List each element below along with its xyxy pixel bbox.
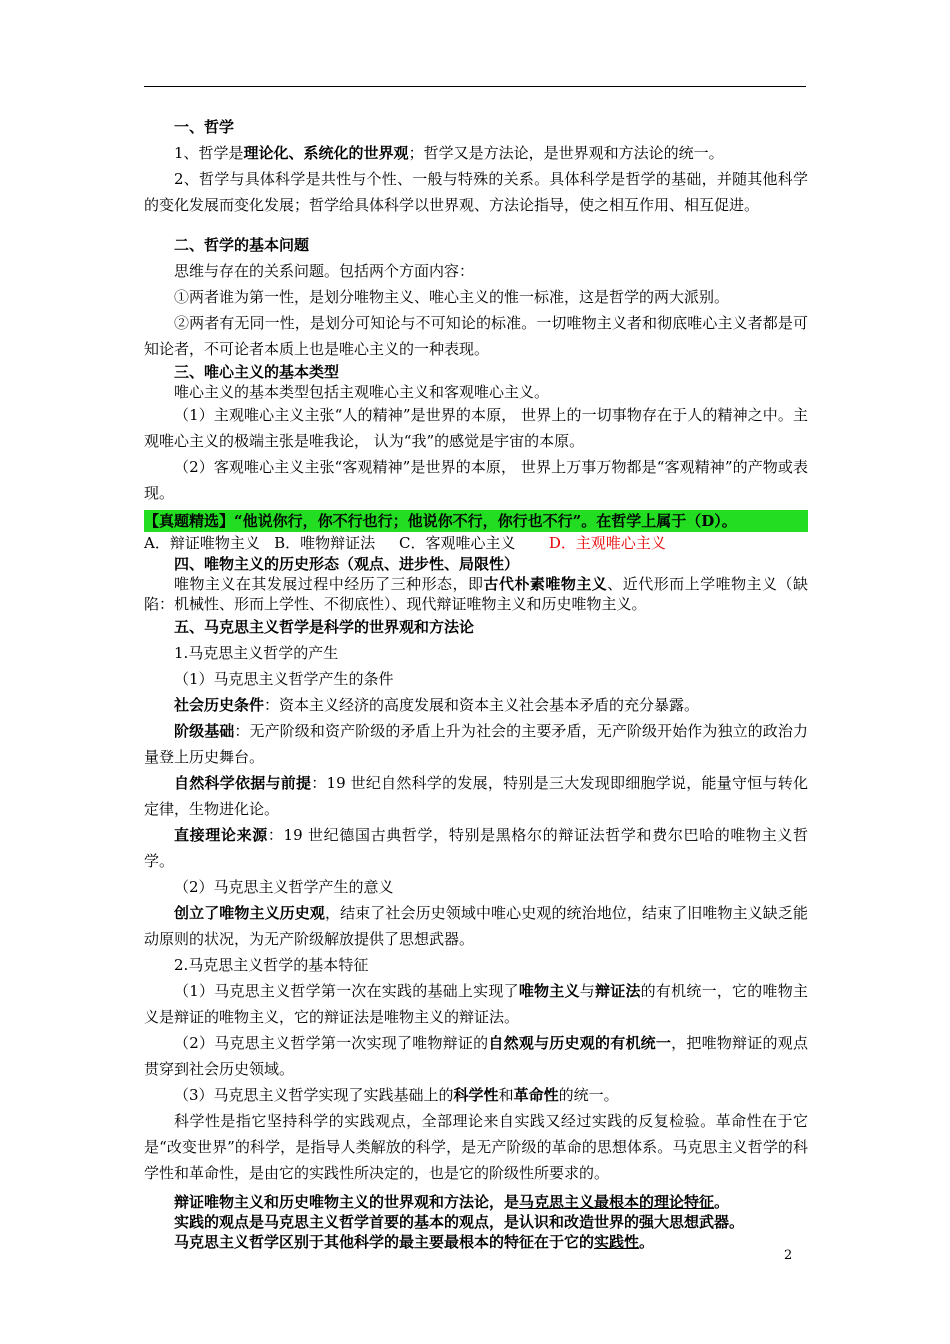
s4-paragraph-1: 唯物主义在其发展过程中经历了三种形态，即古代朴素唯物主义、近代形而上学唯物主义（缺陷：机械性、形而上学性、不彻底性）、现代辩证唯物主义和历史唯物主义。 xyxy=(144,575,808,613)
exam-question: 【真题精选】“他说你行，你不行也行；他说你不行，你行也不行”。在哲学上属于（D）。 xyxy=(144,510,808,532)
key-point-2: 实践的观点是马克思主义哲学首要的基本的观点，是认识和改造世界的强大思想武器。 xyxy=(174,1213,745,1231)
feature-4: 科学性是指它坚持科学的实践观点，全部理论来自实践又经过实践的反复检验。革命性在于它是“改变世界”的科学，是指导人类解放的科学，是无产阶级的革命的思想体系。马克思主义哲学的科学性和革命性，是由它的实践性所决定的，也是它的阶级性所要求的。 xyxy=(144,1112,808,1182)
s3-paragraph-1: 唯心主义的基本类型包括主观唯心主义和客观唯心主义。 xyxy=(174,383,550,401)
s1-paragraph-1: 1、哲学是理论化、系统化的世界观；哲学又是方法论，是世界观和方法论的统一。 xyxy=(174,144,724,162)
s1-paragraph-2: 2、哲学与具体科学是共性与个性、一般与特殊的关系。具体科学是哲学的基础，并随其他科学的变化发展而变化发展；哲学给具体科学以世界观、方法论指导，使之相互作用、相互促进。 xyxy=(144,170,808,214)
significance: 创立了唯物主义历史观，结束了社会历史领域中唯心史观的统治地位，结束了旧唯物主义缺乏能动原则的状况，为无产阶级解放提供了思想武器。 xyxy=(144,904,808,948)
s2-paragraph-3: ②两者有无同一性，是划分可知论与不可知论的标准。一切唯物主义者和彻底唯心主义者都是可知论者，不可论者本质上也是唯心主义的一种表现。 xyxy=(144,314,808,358)
document-body xyxy=(144,114,808,1252)
key-point-3: 马克思主义哲学区别于其他科学的最主要最根本的特征在于它的实践性。 xyxy=(174,1233,655,1251)
s5-sub-2: 2.马克思主义哲学的基本特征 xyxy=(174,956,369,974)
feature-2: （2）马克思主义哲学第一次实现了唯物辩证的自然观与历史观的有机统一，把唯物辩证的观点贯穿到社会历史领域。 xyxy=(144,1034,808,1078)
condition-class: 阶级基础：无产阶级和资产阶级的矛盾上升为社会的主要矛盾，无产阶级开始作为独立的政治力量登上历史舞台。 xyxy=(144,722,808,766)
option-b: B．唯物辩证法 xyxy=(274,534,376,552)
exam-options xyxy=(144,532,808,554)
section-5-title: 五、马克思主义哲学是科学的世界观和方法论 xyxy=(174,618,475,636)
section-1-title: 一、哲学 xyxy=(174,118,235,136)
condition-social: 社会历史条件：资本主义经济的高度发展和资本主义社会基本矛盾的充分暴露。 xyxy=(174,696,700,714)
s5-sub-1b: （2）马克思主义哲学产生的意义 xyxy=(174,878,394,896)
key-point-1: 辩证唯物主义和历史唯物主义的世界观和方法论，是马克思主义最根本的理论特征。 xyxy=(174,1193,730,1211)
condition-theory: 直接理论来源：19 世纪德国古典哲学，特别是黑格尔的辩证法哲学和费尔巴哈的唯物主义哲学。 xyxy=(144,826,808,870)
s2-paragraph-2: ①两者谁为第一性，是划分唯物主义、唯心主义的惟一标准，这是哲学的两大派别。 xyxy=(174,288,730,306)
s2-paragraph-1: 思维与存在的关系问题。包括两个方面内容： xyxy=(174,262,475,280)
section-2-title: 二、哲学的基本问题 xyxy=(174,236,310,254)
s3-paragraph-3: （2）客观唯心主义主张“客观精神”是世界的本原， 世界上万事万物都是“客观精神”的产物或表现。 xyxy=(144,458,808,502)
s3-paragraph-2: （1）主观唯心主义主张“人的精神”是世界的本原， 世界上的一切事物存在于人的精神之中。主观唯心主义的极端主张是唯我论， 认为“我”的感觉是宇宙的本原。 xyxy=(144,406,808,450)
page-number: 2 xyxy=(784,1248,793,1263)
feature-1: （1）马克思主义哲学第一次在实践的基础上实现了唯物主义与辩证法的有机统一，它的唯物主义是辩证的唯物主义，它的辩证法是唯物主义的辩证法。 xyxy=(144,982,808,1026)
header-rule xyxy=(144,86,806,87)
condition-science: 自然科学依据与前提：19 世纪自然科学的发展，特别是三大发现即细胞学说，能量守恒与转化定律，生物进化论。 xyxy=(144,774,808,818)
section-4-title: 四、唯物主义的历史形态（观点、进步性、局限性） xyxy=(174,555,520,573)
option-a: A．辩证唯物主义 xyxy=(144,534,260,552)
s5-sub-1a: （1）马克思主义哲学产生的条件 xyxy=(174,670,394,688)
s5-sub-1: 1.马克思主义哲学的产生 xyxy=(174,644,339,662)
option-d-answer: D．主观唯心主义 xyxy=(548,534,666,552)
feature-3: （3）马克思主义哲学实现了实践基础上的科学性和革命性的统一。 xyxy=(174,1086,619,1104)
section-3-title: 三、唯心主义的基本类型 xyxy=(174,363,340,381)
option-c: C．客观唯心主义 xyxy=(399,534,516,552)
